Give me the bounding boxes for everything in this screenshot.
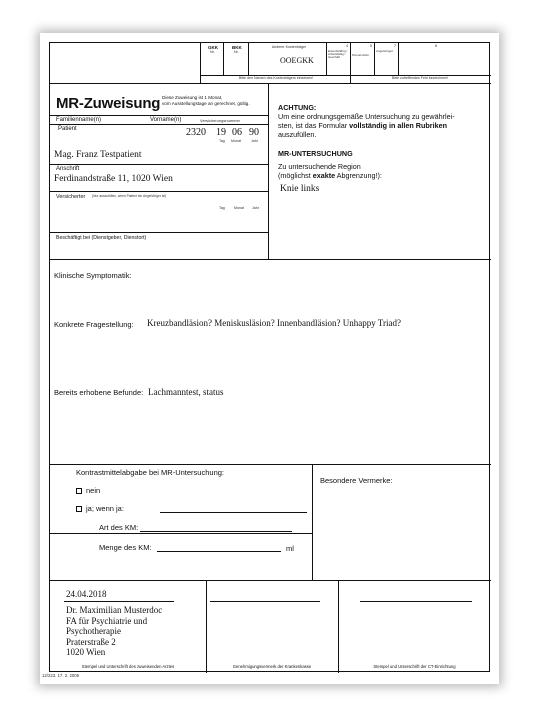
region-note xyxy=(278,171,486,180)
befunde-value: Lachmanntest, status xyxy=(148,387,224,397)
signature-line xyxy=(360,601,472,602)
bkk-label: BKK xyxy=(232,45,242,50)
kostentraeger-label: Anderer Kostenträger xyxy=(271,45,307,49)
achtung-line: Um eine ordnungsgemäße Untersuchung zu gewährlei- xyxy=(278,112,455,121)
checkbox-ja[interactable] xyxy=(76,506,82,512)
col8-num: 8 xyxy=(435,44,437,48)
achtung-line: auszufüllen. xyxy=(278,130,317,139)
patient-line xyxy=(50,124,268,125)
header-note-left: Bitte den Namen des Kostenträgers einsetzen! xyxy=(238,76,314,80)
header-divider xyxy=(398,43,399,75)
header-divider xyxy=(200,43,201,83)
fragestellung-value: Kreuzbandläsion? Meniskusläsion? Innenbandläsion? Unhappy Triad? xyxy=(147,318,401,328)
versicherungsnummer-label: Versicherungsnummer xyxy=(200,118,241,123)
v-tag-label: Tag xyxy=(219,206,225,210)
doctor-stamp-line: Dr. Maximilian Musterdoc xyxy=(66,605,163,615)
contrast-heading: Kontrastmittelabgabe bei MR-Untersuchung: xyxy=(76,468,224,477)
validity-note-line: Diese Zuweisung ist 1 Monat, xyxy=(162,95,223,100)
vorname-label: Vorname(n) xyxy=(150,117,182,123)
caption-left: Stempel und Unterschrift des zuweisenden Arztes xyxy=(81,664,175,669)
v-jahr-label: Jahr xyxy=(252,206,259,210)
col5-label: Pensionist/in xyxy=(352,53,370,57)
header-divider xyxy=(223,43,224,75)
monat-label: Monat xyxy=(231,139,241,143)
versicherter-label: Versicherter xyxy=(56,194,86,200)
header-divider xyxy=(350,43,351,83)
col4-num: 4 xyxy=(346,44,348,48)
fragestellung-label: Konkrete Fragestellung: xyxy=(54,320,134,329)
versicherter-note: (Nur auszufüllen, wenn Patient ein Angehöriger ist) xyxy=(92,194,167,198)
section-line xyxy=(50,464,491,465)
form-sheet xyxy=(40,33,499,684)
signature-date: 24.04.2018 xyxy=(66,589,107,599)
section-line xyxy=(50,580,491,581)
mr-block xyxy=(278,149,486,180)
option-ja[interactable] xyxy=(76,505,124,513)
column-divider xyxy=(268,83,269,259)
v-monat-label: Monat xyxy=(234,206,244,210)
form-title: MR-Zuweisung xyxy=(56,95,161,112)
patient-birth-month: 06 xyxy=(232,127,242,138)
art-field-line[interactable] xyxy=(140,531,292,532)
bkk-sub: Nr. xyxy=(234,50,239,54)
patient-name: Mag. Franz Testpatient xyxy=(54,150,142,160)
anschrift-label: Anschrift xyxy=(56,166,80,172)
mr-referral-form xyxy=(49,42,490,672)
patient-birth-day: 19 xyxy=(216,127,226,138)
achtung-block xyxy=(278,103,486,139)
section-line xyxy=(50,259,491,260)
header-divider xyxy=(374,43,375,75)
achtung-line xyxy=(278,121,486,130)
vermerke-label: Besondere Vermerke: xyxy=(320,476,393,485)
signature-line xyxy=(64,601,174,602)
mr-heading: MR-UNTERSUCHUNG xyxy=(278,149,353,158)
doctor-stamp-line: 1020 Wien xyxy=(66,647,106,658)
checkbox-nein[interactable] xyxy=(76,488,82,494)
symptomatik-label: Klinische Symptomatik: xyxy=(54,271,132,280)
header-divider xyxy=(248,43,249,75)
menge-label: Menge des KM: xyxy=(99,543,152,552)
menge-unit: ml xyxy=(286,544,294,553)
col7-label: Angehörige/r xyxy=(376,49,394,53)
art-label: Art des KM: xyxy=(99,523,139,532)
form-code: 12/223. 17. 2. 2005 xyxy=(42,673,80,678)
validity-note xyxy=(162,95,250,106)
patient-label: Patient xyxy=(58,126,77,132)
column-divider xyxy=(338,580,339,673)
achtung-text: sten, ist das Formular xyxy=(278,121,350,130)
achtung-heading: ACHTUNG: xyxy=(278,103,317,112)
patient-top-line xyxy=(50,115,268,116)
signature-line xyxy=(210,601,320,602)
menge-field-line[interactable] xyxy=(157,551,281,552)
col7-num: 7 xyxy=(394,44,396,48)
beschaeftigt-label: Beschäftigt bei (Dienstgeber, Dienstort) xyxy=(56,235,147,241)
header-note-right: Bitte zutreffendes Feld bezeichnen! xyxy=(391,76,449,80)
option-nein[interactable] xyxy=(76,487,100,495)
befunde-label: Bereits erhobene Befunde: xyxy=(54,388,144,397)
region-note-text: (möglichst xyxy=(278,171,313,180)
caption-right: Stempel und Unterschrift der CT-Einrichtung xyxy=(373,664,456,669)
doctor-stamp-line: FA für Psychiatrie und xyxy=(66,615,148,626)
jahr-label: Jahr xyxy=(251,139,258,143)
region-value: Knie links xyxy=(280,184,320,194)
familienname-label: Familienname(n) xyxy=(56,117,102,123)
region-note-text: Abgrenzung!): xyxy=(335,171,382,180)
col4-label: Erwerbsfähig / Arbeitsfähig / Geschäft xyxy=(328,49,348,59)
achtung-emphasis: vollständig in allen Rubriken xyxy=(349,121,447,130)
patient-line xyxy=(50,164,268,165)
col5-num: 5 xyxy=(370,44,372,48)
column-divider xyxy=(206,580,207,673)
doctor-stamp-line: Praterstraße 2 xyxy=(66,636,116,647)
doctor-stamp-line: Psychotherapie xyxy=(66,626,121,637)
column-divider xyxy=(312,464,313,580)
validity-note-line: vom Ausstellungstage an gerechnet, gültig. xyxy=(162,100,250,106)
header-divider xyxy=(326,43,327,75)
doctor-stamp xyxy=(66,605,162,658)
patient-birth-year: 90 xyxy=(249,127,259,138)
caption-mid: Genehmigungsvermerk der Krankenkasse xyxy=(232,664,312,669)
region-label: Zu untersuchende Region xyxy=(278,162,361,171)
option-ja-label: ja; wenn ja: xyxy=(86,504,124,513)
kostentraeger-value: OOEGKK xyxy=(280,56,314,65)
region-note-emphasis: exakte xyxy=(312,171,336,180)
contrast-divider xyxy=(50,533,312,534)
option-nein-label: nein xyxy=(86,486,101,495)
ja-field-line[interactable] xyxy=(160,512,307,513)
header-bottom-line xyxy=(50,83,491,84)
gkk-sub: Nr. xyxy=(210,50,215,54)
patient-address: Ferdinandstraße 11, 1020 Wien xyxy=(54,174,173,184)
tag-label: Tag xyxy=(219,139,225,143)
patient-line xyxy=(50,232,268,233)
patient-number: 2320 xyxy=(186,127,206,138)
gkk-label: GKK xyxy=(208,45,218,50)
patient-line xyxy=(50,191,268,192)
